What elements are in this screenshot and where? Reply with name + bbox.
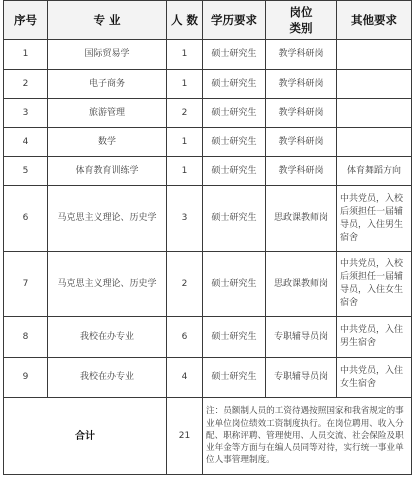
cell-position: 专职辅导员岗: [266, 358, 337, 398]
cell-seq: 2: [4, 70, 48, 99]
cell-education: 硕士研究生: [203, 317, 266, 358]
header-position: [266, 1, 337, 40]
cell-education: 硕士研究生: [203, 186, 266, 252]
table-row: [4, 99, 412, 128]
cell-position: 教学科研岗: [266, 99, 337, 128]
cell-count: 2: [167, 99, 203, 128]
cell-count: 1: [167, 70, 203, 99]
cell-major: 马克思主义理论、历史学: [48, 252, 167, 317]
cell-position: 专职辅导员岗: [266, 317, 337, 358]
total-note: 注：员额制人员的工资待遇按照国家和我省规定的事业单位岗位绩效工资制度执行。在岗位聘用、收入分配、职称评聘、管理使用、人员交流、社会保险及职业年金等方面与在编人员同等对待，实行统一事业单位人事管理制度。: [203, 398, 412, 475]
cell-education: 硕士研究生: [203, 99, 266, 128]
table-row: [4, 358, 412, 398]
cell-count: 1: [167, 157, 203, 186]
cell-position: 教学科研岗: [266, 157, 337, 186]
cell-major: 我校在办专业: [48, 358, 167, 398]
cell-other: [337, 40, 412, 70]
header-count: 人 数: [167, 1, 203, 40]
cell-other: [337, 70, 412, 99]
cell-education: 硕士研究生: [203, 128, 266, 157]
table-row: [4, 70, 412, 99]
cell-seq: 1: [4, 40, 48, 70]
cell-major: 体育教育训练学: [48, 157, 167, 186]
cell-count: 3: [167, 186, 203, 252]
cell-position: 教学科研岗: [266, 40, 337, 70]
cell-other: 中共党员，入住女生宿舍: [337, 358, 412, 398]
table-row: [4, 128, 412, 157]
header-other: 其他要求: [337, 1, 412, 40]
table-row: [4, 317, 412, 358]
cell-other: 体育舞蹈方向: [337, 157, 412, 186]
cell-seq: 6: [4, 186, 48, 252]
cell-seq: 3: [4, 99, 48, 128]
header-major: 专 业: [48, 1, 167, 40]
cell-education: 硕士研究生: [203, 157, 266, 186]
cell-major: 我校在办专业: [48, 317, 167, 358]
cell-major: 数学: [48, 128, 167, 157]
cell-major: 电子商务: [48, 70, 167, 99]
cell-position: 思政课教师岗: [266, 186, 337, 252]
header-seq: 序号: [4, 1, 48, 40]
cell-count: 6: [167, 317, 203, 358]
table-row: [4, 40, 412, 70]
cell-seq: 4: [4, 128, 48, 157]
cell-seq: 9: [4, 358, 48, 398]
cell-major: 马克思主义理论、历史学: [48, 186, 167, 252]
cell-education: 硕士研究生: [203, 358, 266, 398]
cell-seq: 7: [4, 252, 48, 317]
cell-other: 中共党员，入住男生宿舍: [337, 317, 412, 358]
cell-other: 中共党员，入校后须担任一届辅导员，入住女生宿舍: [337, 252, 412, 317]
cell-seq: 5: [4, 157, 48, 186]
cell-other: [337, 128, 412, 157]
cell-other: [337, 99, 412, 128]
cell-count: 1: [167, 128, 203, 157]
table-row: [4, 157, 412, 186]
cell-education: 硕士研究生: [203, 70, 266, 99]
cell-other: 中共党员，入校后须担任一届辅导员，入住男生宿舍: [337, 186, 412, 252]
cell-education: 硕士研究生: [203, 252, 266, 317]
cell-count: 1: [167, 40, 203, 70]
recruitment-table: [3, 0, 412, 475]
cell-major: 旅游管理: [48, 99, 167, 128]
header-position-line2: 类别: [289, 21, 313, 35]
cell-position: 教学科研岗: [266, 128, 337, 157]
cell-position: 教学科研岗: [266, 70, 337, 99]
cell-education: 硕士研究生: [203, 40, 266, 70]
total-label: 合计: [4, 398, 167, 475]
header-row: [4, 1, 412, 40]
total-row: [4, 398, 412, 475]
cell-count: 4: [167, 358, 203, 398]
header-education: 学历要求: [203, 1, 266, 40]
cell-position: 思政课教师岗: [266, 252, 337, 317]
table-row: [4, 252, 412, 317]
header-position-line1: 岗位: [289, 5, 313, 19]
cell-count: 2: [167, 252, 203, 317]
total-count: 21: [167, 398, 203, 475]
table-row: [4, 186, 412, 252]
cell-seq: 8: [4, 317, 48, 358]
cell-major: 国际贸易学: [48, 40, 167, 70]
